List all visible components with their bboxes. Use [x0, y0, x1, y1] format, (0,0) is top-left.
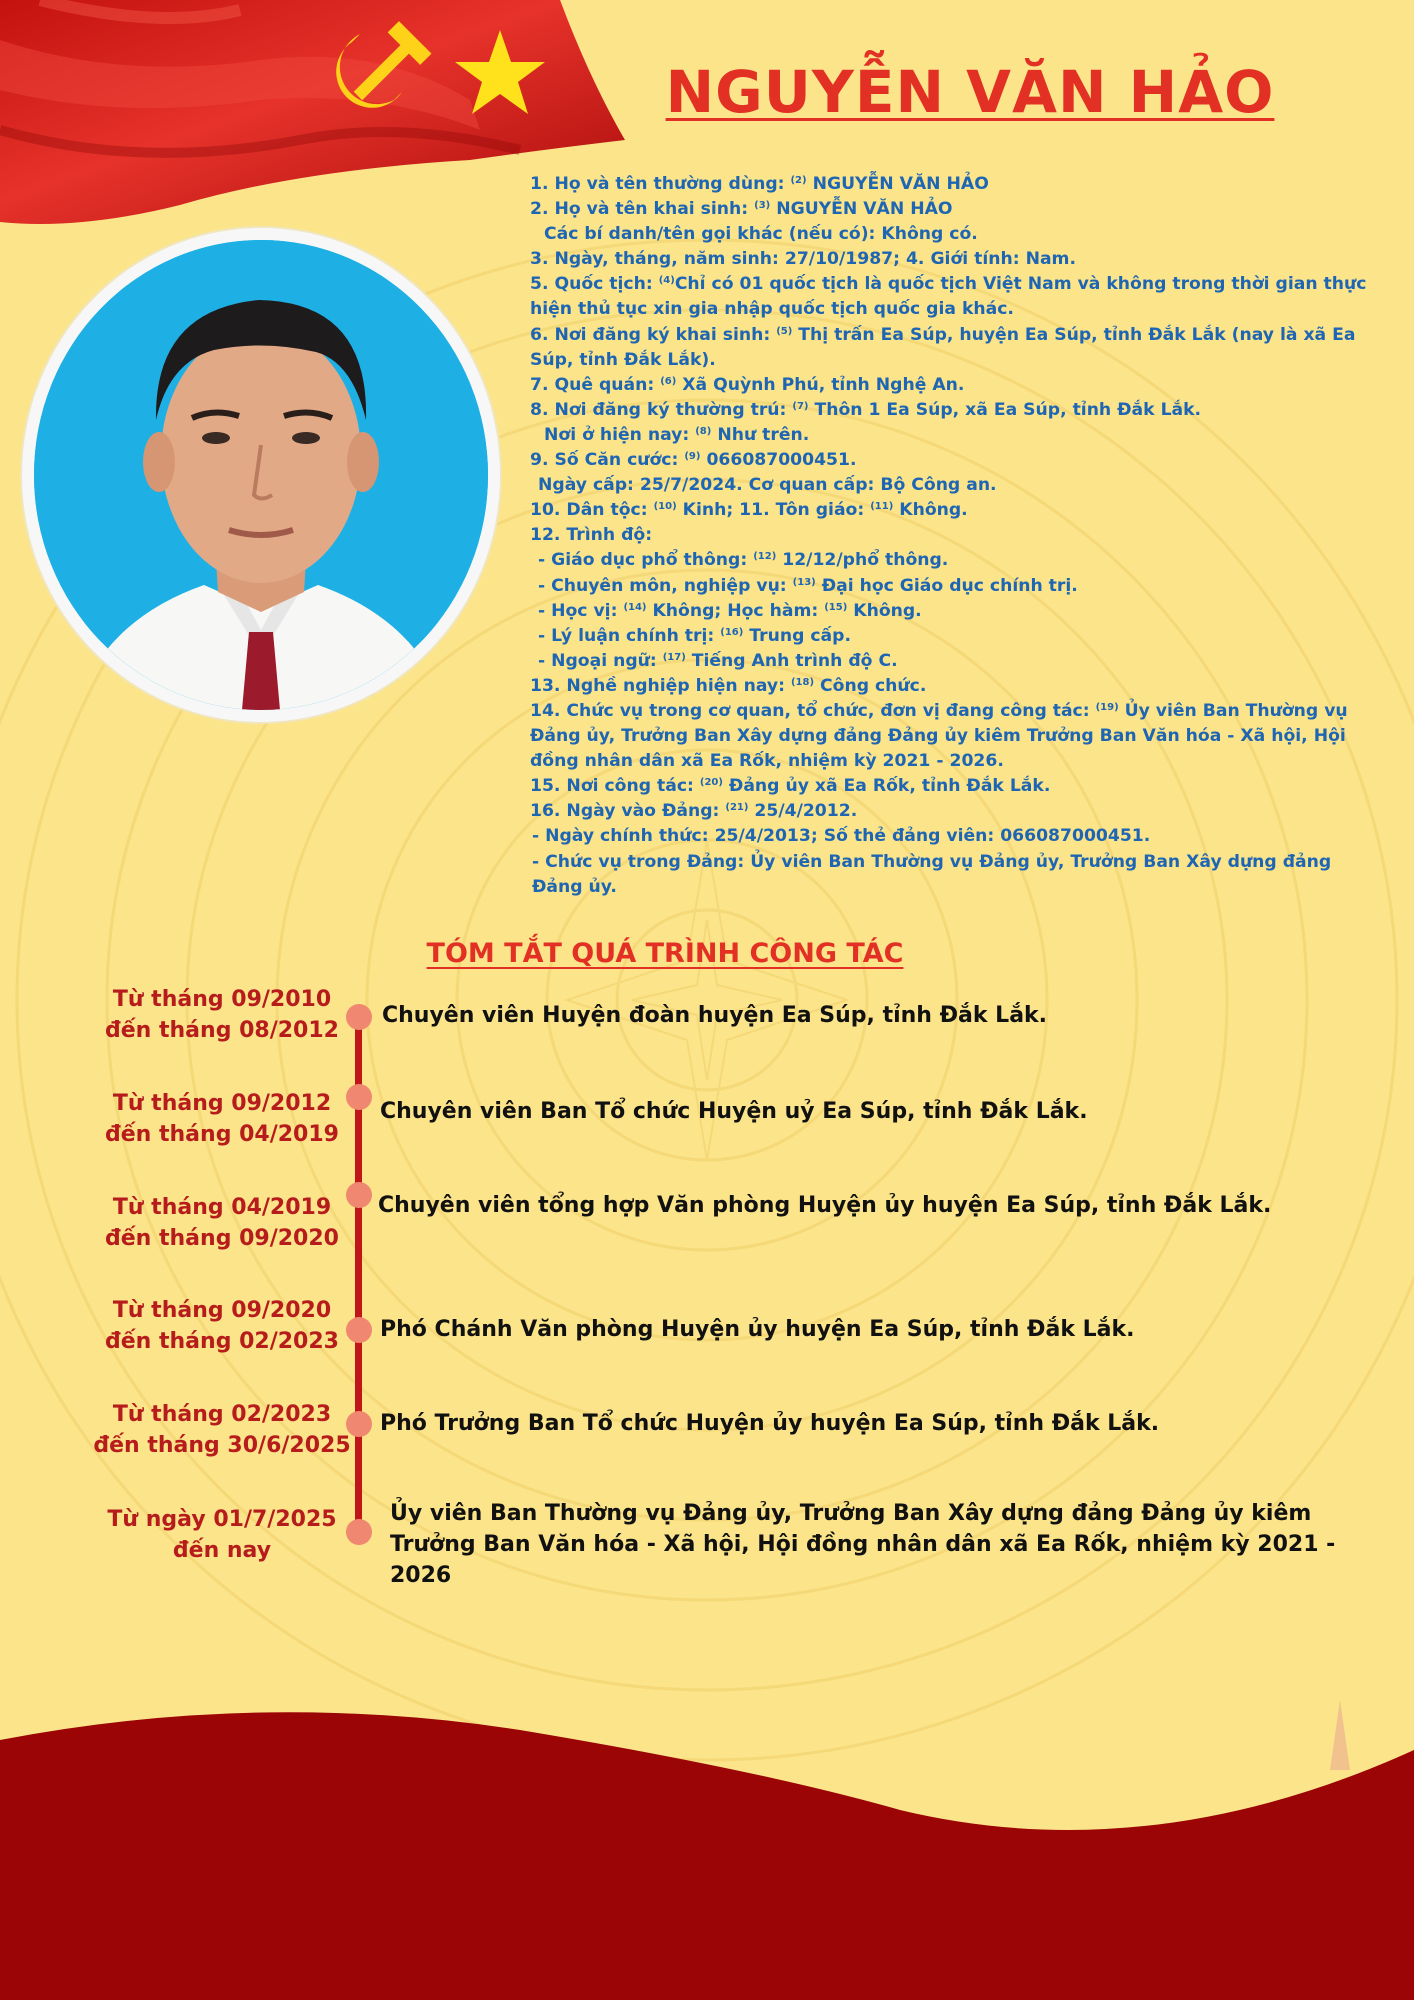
footnote-ref: (8) [695, 425, 712, 437]
info-label: 1. Họ và tên thường dùng: [530, 174, 791, 194]
info-line [530, 548, 1382, 573]
info-label: 8. Nơi đăng ký thường trú: [530, 399, 793, 420]
timeline-date-from: Từ tháng 09/2012 [112, 1091, 332, 1116]
footnote-ref: (21) [725, 802, 749, 814]
timeline-date-to: đến tháng 02/2023 [105, 1329, 339, 1354]
timeline-description: Phó Trưởng Ban Tổ chức Huyện ủy huyện Ea Súp, tỉnh Đắk Lắk. [380, 1411, 1160, 1436]
info-value: 066087000451. [700, 450, 857, 471]
footnote-ref: (13) [792, 576, 816, 588]
info-value: Không; Học hàm: [646, 600, 825, 621]
info-value: NGUYỄN VĂN HẢO [806, 174, 989, 194]
footnote-ref: (10) [653, 501, 677, 513]
info-label: 15. Nơi công tác: [530, 776, 700, 797]
info-value: 25/4/2012. [748, 801, 858, 822]
footnote-ref: (19) [1095, 701, 1119, 713]
info-label: - Ngoại ngữ: [538, 650, 663, 671]
info-line [530, 423, 1382, 448]
timeline-date-from: Từ tháng 09/2010 [112, 987, 332, 1012]
footer-wave [0, 1690, 1414, 2000]
info-line [530, 674, 1382, 699]
footnote-ref: (17) [662, 651, 686, 663]
info-line [530, 649, 1382, 674]
footnote-ref: (14) [623, 601, 647, 613]
info-value: Trung cấp. [743, 625, 851, 646]
timeline-description: Ủy viên Ban Thường vụ Đảng ủy, Trưởng Ban Xây dựng đảng Đảng ủy kiêm Trưởng Ban Văn hóa - Xã hội, Hội đồng nhân dân xã Ea Rốk, nhiệm kỳ 2021 - 2026 [390, 1501, 1336, 1588]
footnote-ref: (20) [699, 777, 723, 789]
info-line [530, 799, 1382, 824]
info-label: - Lý luận chính trị: [538, 625, 721, 646]
info-line [530, 323, 1382, 373]
info-label: 12. Trình độ: [530, 525, 653, 546]
info-label: 14. Chức vụ trong cơ quan, tổ chức, đơn vị đang công tác: [530, 700, 1096, 721]
personal-info-list [530, 172, 1382, 900]
timeline-dot [346, 1519, 372, 1545]
info-label: 9. Số Căn cước: [530, 450, 685, 471]
footnote-ref: (4) [658, 275, 675, 287]
timeline-dot [346, 1411, 372, 1437]
info-line [530, 850, 1382, 900]
footnote-ref: (3) [754, 200, 771, 212]
career-summary-title: TÓM TẮT QUÁ TRÌNH CÔNG TÁC [426, 938, 904, 969]
info-label: 2. Họ và tên khai sinh: [530, 199, 755, 220]
info-line [530, 398, 1382, 423]
info-value: Đại học Giáo dục chính trị. [815, 575, 1078, 596]
info-value: Kinh; 11. Tôn giáo: [676, 500, 871, 521]
footnote-ref: (18) [790, 676, 815, 688]
info-line [530, 222, 1382, 247]
timeline-date-to: đến tháng 04/2019 [105, 1122, 339, 1147]
info-label: - Học vị: [538, 600, 624, 621]
info-line [530, 824, 1382, 849]
info-line [530, 699, 1382, 774]
info-line [530, 774, 1382, 799]
info-label: 13. Nghề nghiệp hiện nay: [530, 675, 791, 696]
info-value: Công chức. [814, 675, 927, 696]
info-label: 3. Ngày, tháng, năm sinh: 27/10/1987; 4. Giới tính: Nam. [530, 249, 1076, 270]
timeline-date-to: đến tháng 30/6/2025 [93, 1433, 351, 1458]
timeline-description: Phó Chánh Văn phòng Huyện ủy huyện Ea Súp, tỉnh Đắk Lắk. [380, 1317, 1135, 1342]
info-line [530, 574, 1382, 599]
footnote-ref: (6) [660, 375, 677, 387]
info-line [530, 197, 1382, 222]
timeline-dot [346, 1084, 372, 1110]
info-value: 12/12/phổ thông. [776, 550, 949, 571]
info-value: Tiếng Anh trình độ C. [685, 650, 898, 671]
timeline-date-from: Từ tháng 04/2019 [112, 1195, 332, 1220]
footnote-ref: (5) [776, 325, 793, 337]
info-value: Không. [893, 500, 968, 521]
info-label: 16. Ngày vào Đảng: [530, 801, 726, 822]
info-value: NGUYỄN VĂN HẢO [770, 199, 953, 220]
info-line [530, 599, 1382, 624]
info-value: Thị trấn Ea Súp, huyện Ea Súp, tỉnh Đắk Lắk (nay là xã Ea Súp, tỉnh Đắk Lắk). [530, 324, 1356, 370]
timeline-description: Chuyên viên tổng hợp Văn phòng Huyện ủy huyện Ea Súp, tỉnh Đắk Lắk. [378, 1193, 1272, 1218]
timeline-description: Chuyên viên Ban Tổ chức Huyện uỷ Ea Súp, tỉnh Đắk Lắk. [380, 1099, 1088, 1124]
info-label: - Chức vụ trong Đảng: Ủy viên Ban Thường vụ Đảng ủy, Trưởng Ban Xây dựng đảng Đảng ủy. [532, 851, 1332, 897]
info-value: Không. [847, 600, 922, 621]
footnote-ref: (12) [753, 551, 777, 563]
timeline-dot [346, 1317, 372, 1343]
footnote-ref: (16) [720, 626, 744, 638]
footnote-ref: (15) [824, 601, 848, 613]
timeline-description: Chuyên viên Huyện đoàn huyện Ea Súp, tỉnh Đắk Lắk. [382, 1003, 1048, 1028]
info-line [530, 448, 1382, 473]
portrait-illustration [34, 240, 488, 710]
info-value: Thôn 1 Ea Súp, xã Ea Súp, tỉnh Đắk Lắk. [808, 399, 1202, 420]
info-label: 10. Dân tộc: [530, 500, 654, 521]
timeline-date-from: Từ ngày 01/7/2025 [107, 1507, 337, 1532]
info-line [530, 247, 1382, 272]
info-label: - Ngày chính thức: 25/4/2013; Số thẻ đảng viên: 066087000451. [532, 826, 1151, 847]
info-label: 6. Nơi đăng ký khai sinh: [530, 324, 777, 345]
timeline-date-to: đến tháng 08/2012 [105, 1018, 339, 1043]
info-line [530, 473, 1382, 498]
timeline-date-to: đến nay [172, 1538, 272, 1563]
timeline-date [92, 1192, 352, 1254]
footnote-ref: (11) [870, 501, 894, 513]
timeline-date-from: Từ tháng 02/2023 [112, 1402, 332, 1427]
info-label: Các bí danh/tên gọi khác (nếu có): Không có. [544, 224, 978, 245]
footnote-ref: (7) [792, 400, 809, 412]
info-label: Ngày cấp: 25/7/2024. Cơ quan cấp: Bộ Công an. [538, 475, 997, 496]
timeline-date-from: Từ tháng 09/2020 [112, 1298, 332, 1323]
info-value: Đảng ủy xã Ea Rốk, tỉnh Đắk Lắk. [722, 776, 1051, 797]
info-label: - Giáo dục phổ thông: [538, 550, 754, 571]
info-value: Ủy viên Ban Thường vụ Đảng ủy, Trưởng Ban Xây dựng đảng Đảng ủy kiêm Trưởng Ban Văn hóa - Xã hội, Hội đồng nhân dân xã Ea Rốk, nhiệm kỳ 2021 - 2026. [530, 700, 1348, 772]
timeline-dot [346, 1182, 372, 1208]
timeline-date [92, 1399, 352, 1461]
footnote-ref: (9) [684, 451, 701, 463]
info-value: Chỉ có 01 quốc tịch là quốc tịch Việt Nam và không trong thời gian thực hiện thủ tục xin gia nhập quốc tịch quốc gia khác. [530, 274, 1367, 320]
info-value: Xã Quỳnh Phú, tỉnh Nghệ An. [676, 374, 965, 395]
info-label: 7. Quê quán: [530, 374, 661, 395]
info-line [530, 373, 1382, 398]
footnote-ref: (2) [790, 175, 807, 186]
info-label: 5. Quốc tịch: [530, 274, 659, 295]
timeline-date [92, 1295, 352, 1357]
portrait-photo [22, 228, 500, 722]
person-name-title: NGUYỄN VĂN HẢO [665, 58, 1275, 126]
info-value: Như trên. [711, 424, 810, 445]
timeline-date [92, 1088, 352, 1150]
info-label: - Chuyên môn, nghiệp vụ: [538, 575, 793, 596]
info-line [530, 624, 1382, 649]
timeline-date [92, 984, 352, 1046]
timeline-date-to: đến tháng 09/2020 [105, 1226, 339, 1251]
info-line [530, 523, 1382, 548]
timeline-date [92, 1504, 352, 1566]
info-line [530, 272, 1382, 322]
info-line [530, 498, 1382, 523]
info-line [530, 172, 1382, 197]
timeline-dot [346, 1004, 372, 1030]
info-label: Nơi ở hiện nay: [544, 424, 696, 445]
